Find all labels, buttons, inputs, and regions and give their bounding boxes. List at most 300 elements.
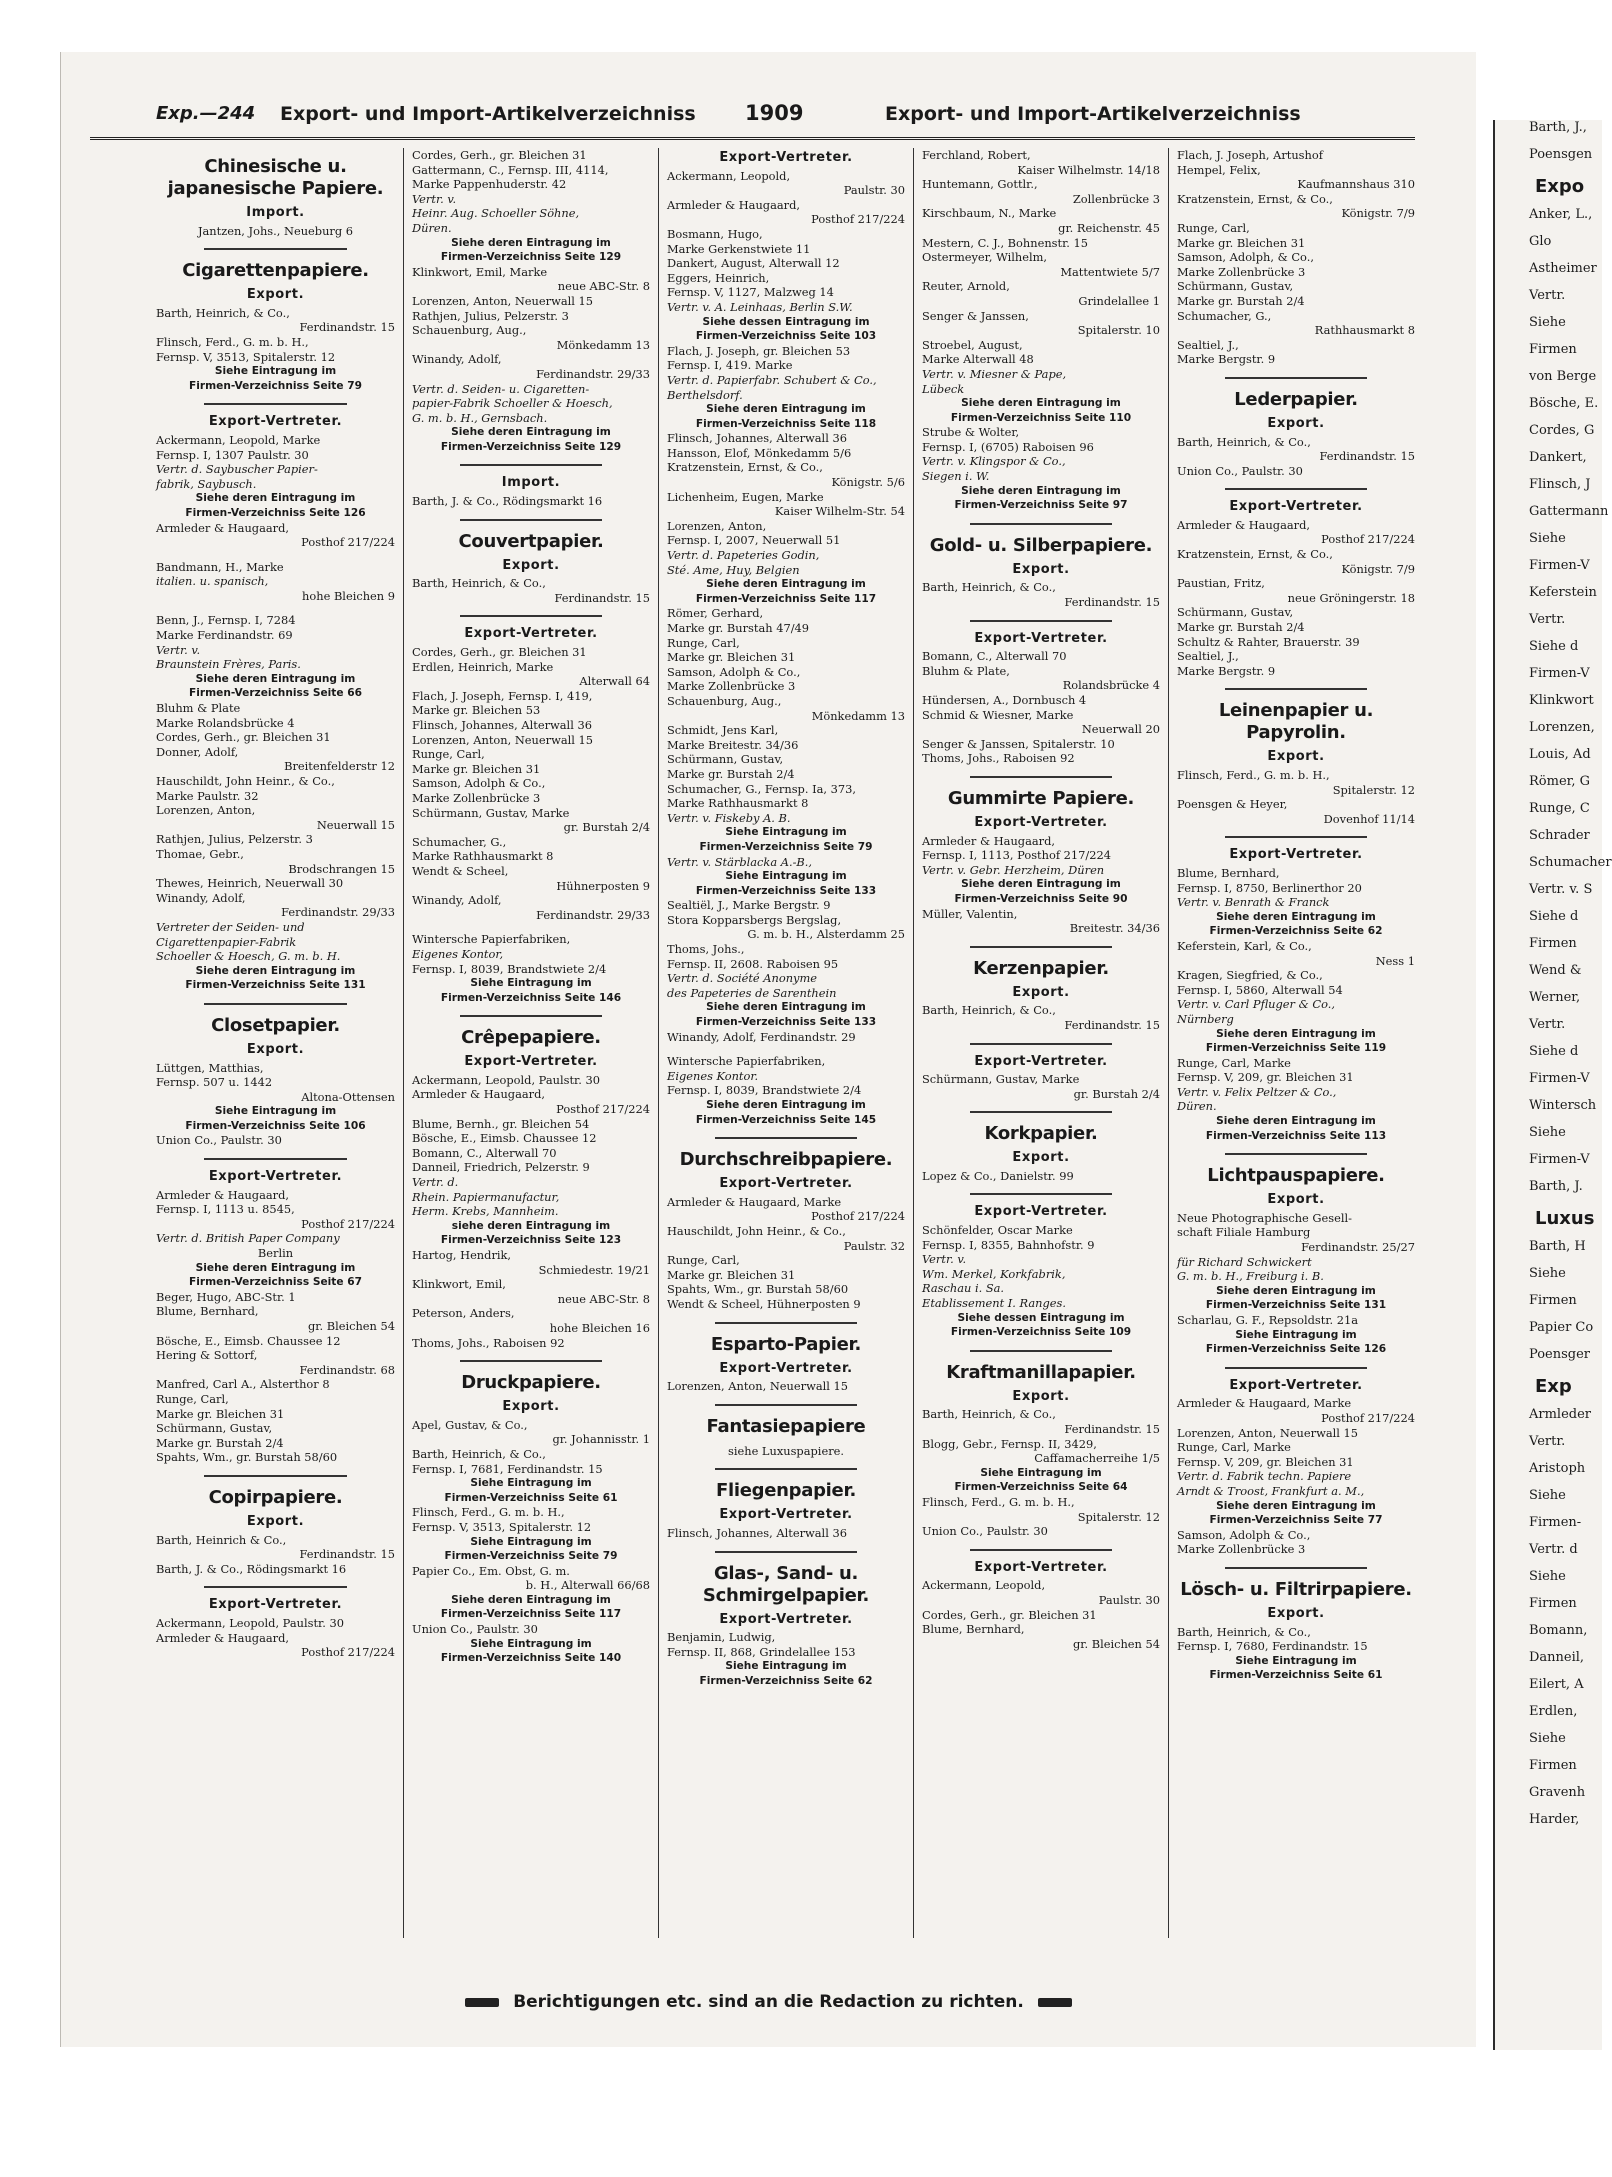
reference-note: Siehe Eintragung im xyxy=(470,1535,592,1548)
directory-line: Lorenzen, Anton, xyxy=(667,518,767,533)
directory-line: Flach, J. Joseph, gr. Bleichen 53 xyxy=(667,343,851,358)
column-2 xyxy=(403,148,658,1938)
footer-text: Berichtigungen etc. sind an die Redaction zu richten. xyxy=(513,1992,1024,2012)
section-divider xyxy=(460,615,603,617)
directory-line: Kaiser Wilhelmstr. 14/18 xyxy=(1017,162,1160,177)
directory-line: Cordes, Gerh., gr. Bleichen 31 xyxy=(412,645,587,660)
subsection-heading: Export-Vertreter. xyxy=(974,1053,1108,1069)
directory-line: Thoms, Johs., Raboisen 92 xyxy=(412,1335,565,1350)
reference-note: Siehe Eintragung im xyxy=(725,870,847,883)
directory-line: Ferdinandstr. 68 xyxy=(299,1362,395,1377)
subsection-heading: Export. xyxy=(1267,415,1325,431)
directory-line: Huntemann, Gottlr., xyxy=(922,177,1038,192)
directory-line: Fernsp. I, (6705) Raboisen 96 xyxy=(922,439,1094,454)
reference-note: Firmen-Verzeichniss Seite 119 xyxy=(1205,1042,1387,1055)
page-number: Exp.—244 xyxy=(156,103,256,124)
directory-line: Runge, Carl, Marke xyxy=(1177,1055,1291,1070)
directory-line: Wendt & Scheel, xyxy=(412,863,509,878)
directory-line: Dovenhof 11/14 xyxy=(1323,811,1415,826)
facing-line: Firmen-V xyxy=(1529,1071,1590,1086)
facing-line: Firmen-V xyxy=(1529,1152,1590,1167)
directory-line: Heinr. Aug. Schoeller Söhne, xyxy=(412,206,580,221)
facing-line: Siehe d xyxy=(1529,1044,1579,1059)
directory-line: Klinkwort, Emil, Marke xyxy=(412,264,548,279)
directory-line: Hering & Sottorf, xyxy=(156,1348,258,1363)
facing-line: Gravenh xyxy=(1529,1785,1586,1800)
reference-note: Firmen-Verzeichniss Seite 131 xyxy=(1205,1299,1387,1312)
directory-line: Rathjen, Julius, Pelzerstr. 3 xyxy=(156,832,313,847)
directory-line: Fernsp. I, 5860, Alterwall 54 xyxy=(1177,982,1343,997)
reference-note: Firmen-Verzeichniss Seite 61 xyxy=(444,1491,618,1504)
directory-line: Barth, Heinrich, & Co., xyxy=(922,1407,1056,1422)
directory-line: Posthof 217/224 xyxy=(301,535,395,550)
directory-line: Vertr. d. xyxy=(412,1175,459,1190)
directory-line: Fernsp. I, 7681, Ferdinandstr. 15 xyxy=(412,1461,603,1476)
reference-note: Siehe deren Eintragung im xyxy=(961,878,1121,891)
directory-line: Vertreter der Seiden- und xyxy=(156,919,305,934)
section-divider xyxy=(204,1586,347,1588)
directory-line: Klinkwort, Emil, xyxy=(412,1277,506,1292)
directory-line: Papier Co., Em. Obst, G. m. xyxy=(412,1563,570,1578)
reference-note: Siehe deren Eintragung im xyxy=(961,484,1121,497)
section-divider xyxy=(1225,377,1368,379)
category-heading: Closetpapier. xyxy=(211,1014,340,1036)
subsection-heading: Export-Vertreter. xyxy=(719,1360,853,1376)
directory-line: Samson, Adolph, & Co., xyxy=(1177,250,1314,265)
facing-line: Siehe xyxy=(1529,1125,1566,1140)
directory-line: Barth, Heinrich, & Co., xyxy=(156,305,290,320)
subsection-heading: Export. xyxy=(246,1041,305,1057)
subsection-heading: Export-Vertreter. xyxy=(464,1054,598,1070)
directory-line: neue ABC-Str. 8 xyxy=(557,1291,650,1306)
section-divider xyxy=(460,1015,603,1017)
directory-line: Ackermann, Leopold, xyxy=(667,168,791,183)
subsection-heading: Export. xyxy=(1012,1388,1070,1404)
facing-line: Runge, C xyxy=(1529,801,1590,816)
subsection-heading: Export-Vertreter. xyxy=(974,814,1108,830)
directory-line: Marke gr. Bleichen 53 xyxy=(412,703,541,718)
directory-line: Keferstein, Karl, & Co., xyxy=(1177,938,1312,953)
reference-note: Siehe deren Eintragung im xyxy=(195,492,356,505)
column-5 xyxy=(1168,148,1423,1938)
directory-line: Fernsp. V, 209, gr. Bleichen 31 xyxy=(1177,1454,1354,1469)
directory-line: Armleder & Haugaard, xyxy=(156,1630,290,1645)
subsection-heading: Import. xyxy=(501,475,561,491)
section-divider xyxy=(970,1350,1113,1352)
directory-line: Ferdinandstr. 15 xyxy=(1064,595,1160,610)
section-divider xyxy=(970,1549,1113,1551)
reference-note: Siehe deren Eintragung im xyxy=(961,397,1121,410)
directory-line: Danneil, Friedrich, Pelzerstr. 9 xyxy=(412,1160,590,1175)
reference-note: Firmen-Verzeichniss Seite 64 xyxy=(954,1481,1128,1494)
section-divider xyxy=(1225,836,1368,838)
facing-line: Armleder xyxy=(1529,1407,1592,1422)
directory-line: Schauenburg, Aug., xyxy=(412,323,527,338)
directory-line: Schürmann, Gustav, xyxy=(667,752,784,767)
directory-line: Breitestr. 34/36 xyxy=(1069,921,1160,936)
directory-line: Stora Kopparsbergs Bergslag, xyxy=(667,912,842,927)
directory-line: Barth, Heinrich, & Co., xyxy=(1177,1624,1311,1639)
reference-note: Firmen-Verzeichniss Seite 129 xyxy=(440,251,622,264)
directory-line: Armleder & Haugaard, Marke xyxy=(667,1194,842,1209)
subsection-heading: Export. xyxy=(502,557,560,573)
directory-line: Union Co., Paulstr. 30 xyxy=(412,1622,538,1637)
reference-note: Siehe dessen Eintragung im xyxy=(957,1311,1125,1324)
subsection-heading: Export-Vertreter. xyxy=(1229,847,1363,863)
directory-line: G. m. b. H., Freiburg i. B. xyxy=(1177,1269,1324,1284)
directory-line: Schürmann, Gustav, xyxy=(1177,279,1294,294)
directory-line: Union Co., Paulstr. 30 xyxy=(922,1524,1048,1539)
directory-line: Bomann, C., Alterwall 70 xyxy=(412,1145,557,1160)
directory-line: Fernsp. I, 8355, Bahnhofstr. 9 xyxy=(922,1237,1095,1252)
directory-line: Bösche, E., Eimsb. Chaussee 12 xyxy=(156,1333,341,1348)
reference-note: Firmen-Verzeichniss Seite 133 xyxy=(695,1016,877,1029)
reference-note: Firmen-Verzeichniss Seite 140 xyxy=(440,1652,622,1665)
directory-line: Vertr. d. Seiden- u. Cigaretten- xyxy=(412,381,590,396)
spacer xyxy=(156,550,395,560)
category-heading: Korkpapier. xyxy=(984,1123,1098,1145)
directory-line: Lorenzen, Anton, Neuerwall 15 xyxy=(412,732,594,747)
directory-line: Flinsch, Ferd., G. m. b. H., xyxy=(156,334,309,349)
directory-line: Armleder & Haugaard, xyxy=(156,1187,290,1202)
facing-line: Papier Co xyxy=(1529,1320,1594,1335)
directory-line: Scharlau, G. F., Repsoldstr. 21a xyxy=(1177,1313,1359,1327)
pointing-hand-icon xyxy=(465,1998,499,2007)
directory-line: Reuter, Arnold, xyxy=(922,279,1010,294)
facing-line: Siehe xyxy=(1529,1731,1566,1746)
subsection-heading: Export-Vertreter. xyxy=(719,1611,853,1627)
category-heading: Leinenpapier u. Papyrolin. xyxy=(1218,700,1374,744)
directory-line: Altona-Ottensen xyxy=(301,1089,395,1104)
subsection-heading: Export-Vertreter. xyxy=(719,1176,853,1192)
directory-line: Flinsch, Ferd., G. m. b. H., xyxy=(412,1505,565,1520)
directory-line: Marke Gerkenstwiete 11 xyxy=(667,241,811,256)
directory-line: Vertr. v. Gebr. Herzheim, Düren xyxy=(922,862,1105,877)
directory-line: gr. Burstah 2/4 xyxy=(563,820,650,835)
directory-line: Spitalerstr. 12 xyxy=(1332,782,1415,797)
facing-line: Siehe d xyxy=(1529,909,1579,924)
directory-line: Vertr. v. xyxy=(922,1252,967,1267)
reference-note: Siehe Eintragung im xyxy=(470,977,592,990)
directory-line: Runge, Carl, xyxy=(412,747,485,762)
spacer xyxy=(667,1044,905,1054)
directory-line: Sealtiel, J., xyxy=(1177,649,1239,664)
category-heading: Couvertpapier. xyxy=(458,530,604,552)
reference-note: Siehe Eintragung im xyxy=(725,1660,847,1673)
facing-line: Aristoph xyxy=(1529,1461,1586,1476)
directory-line: Marke Bergstr. 9 xyxy=(1177,663,1276,678)
directory-line: Rathhausmarkt 8 xyxy=(1314,323,1415,338)
reference-note: Siehe dessen Eintragung im xyxy=(702,315,870,328)
section-divider xyxy=(204,248,347,250)
reference-note: Siehe deren Eintragung im xyxy=(706,1001,866,1014)
directory-line: Gattermann, C., Fernsp. III, 4114, xyxy=(412,162,609,177)
directory-line: Cordes, Gerh., gr. Bleichen 31 xyxy=(156,730,331,745)
facing-line: Firmen xyxy=(1529,1758,1577,1773)
directory-line: Hempel, Felix, xyxy=(1177,162,1261,177)
directory-line: Fernsp. V, 3513, Spitalerstr. 12 xyxy=(156,349,336,364)
facing-line: Firmen-V xyxy=(1529,666,1590,681)
reference-note: Siehe deren Eintragung im xyxy=(451,236,611,249)
section-divider xyxy=(460,1360,603,1362)
directory-line: Samson, Adolph & Co., xyxy=(1177,1527,1311,1542)
section-divider xyxy=(460,464,603,466)
directory-line: Winandy, Adolf, xyxy=(156,890,246,905)
directory-line: Fernsp. V, 1127, Malzweg 14 xyxy=(667,285,834,300)
directory-line: Fernsp. I, 8039, Brandstwiete 2/4 xyxy=(667,1083,862,1098)
directory-line: Breitenfelderstr 12 xyxy=(284,759,395,774)
directory-line: Paulstr. 30 xyxy=(1098,1592,1160,1607)
directory-line: Sealtiel, J., xyxy=(1177,337,1239,352)
directory-line: Königstr. 7/9 xyxy=(1341,206,1415,221)
directory-line: Barth, J. & Co., Rödingsmarkt 16 xyxy=(156,1561,347,1576)
category-heading: Lederpapier. xyxy=(1234,388,1358,410)
category-heading: Crêpepapiere. xyxy=(461,1027,601,1049)
directory-line: Ferdinandstr. 15 xyxy=(299,1547,395,1562)
reference-note: Firmen-Verzeichniss Seite 131 xyxy=(185,979,366,992)
reference-note: Firmen-Verzeichniss Seite 123 xyxy=(440,1234,622,1247)
directory-line: Erdlen, Heinrich, Marke xyxy=(412,659,554,674)
directory-line: Ness 1 xyxy=(1375,953,1415,968)
directory-line: Bandmann, H., Marke xyxy=(156,559,284,574)
facing-line: Flinsch, J xyxy=(1529,477,1591,492)
directory-line: Posthof 217/224 xyxy=(1321,532,1415,547)
subsection-heading: Export. xyxy=(1012,1150,1070,1166)
subsection-heading: Export-Vertreter. xyxy=(1229,499,1363,515)
directory-line: Marke Pappenhuderstr. 42 xyxy=(412,177,567,192)
directory-line: Mönkedamm 13 xyxy=(556,337,650,352)
directory-line: Fernsp. II, 2608. Raboisen 95 xyxy=(667,956,839,971)
directory-line: Posthof 217/224 xyxy=(556,1102,650,1117)
directory-line: Lüttgen, Matthias, xyxy=(156,1060,264,1075)
directory-line: Königstr. 5/6 xyxy=(831,475,905,490)
directory-line: Vertr. v. Miesner & Pape, xyxy=(922,366,1067,381)
directory-line: Armleder & Haugaard, xyxy=(1177,517,1311,532)
directory-line: Marke Rathhausmarkt 8 xyxy=(667,796,809,811)
directory-line: Eigenes Kontor. xyxy=(667,1068,759,1083)
facing-line: Dankert, xyxy=(1529,450,1587,465)
subsection-heading: Export-Vertreter. xyxy=(974,630,1108,646)
reference-note: Siehe deren Eintragung im xyxy=(1216,1499,1376,1512)
directory-line: Mattentwiete 5/7 xyxy=(1060,264,1160,279)
subsection-heading: Import. xyxy=(246,205,305,220)
directory-line: Schoeller & Hoesch, G. m. b. H. xyxy=(156,949,341,964)
directory-line: Hühnerposten 9 xyxy=(556,878,650,893)
directory-line: neue ABC-Str. 8 xyxy=(557,279,650,294)
directory-line: Winandy, Adolf, xyxy=(412,893,502,908)
reference-note: Siehe deren Eintragung im xyxy=(451,1593,611,1606)
directory-line: b. H., Alterwall 66/68 xyxy=(525,1578,650,1593)
directory-line: Ackermann, Leopold, Paulstr. 30 xyxy=(412,1072,600,1087)
scan-margin xyxy=(0,0,60,2177)
directory-line: Kratzenstein, Ernst, & Co., xyxy=(667,460,823,475)
directory-line: Ferdinandstr. 15 xyxy=(554,590,650,605)
directory-line: Vertr. d. Fabrik techn. Papiere xyxy=(1177,1469,1352,1484)
reference-note: Firmen-Verzeichniss Seite 118 xyxy=(695,417,877,430)
facing-line: Siehe xyxy=(1529,1569,1566,1584)
section-divider xyxy=(204,403,347,405)
directory-line: schaft Filiale Hamburg xyxy=(1177,1225,1311,1240)
directory-line: Mestern, C. J., Bohnenstr. 15 xyxy=(922,235,1089,250)
reference-note: Siehe deren Eintragung im xyxy=(1216,1115,1376,1128)
directory-line: Union Co., Paulstr. 30 xyxy=(156,1133,282,1148)
directory-line: Berlin xyxy=(257,1246,294,1261)
directory-line: Armleder & Haugaard, Marke xyxy=(1177,1396,1352,1411)
directory-line: Thomae, Gebr., xyxy=(156,846,244,861)
reference-note: Siehe deren Eintragung im xyxy=(451,426,611,439)
directory-line: Grindelallee 1 xyxy=(1078,293,1160,308)
subsection-heading: Export-Vertreter. xyxy=(464,626,598,642)
reference-note: Firmen-Verzeichniss Seite 117 xyxy=(440,1608,622,1621)
directory-line: Rhein. Papiermanufactur, xyxy=(412,1189,560,1204)
reference-note: Siehe Eintragung im xyxy=(470,1637,592,1650)
column-3 xyxy=(658,148,913,1938)
directory-line: Blume, Bernhard, xyxy=(922,1622,1025,1637)
directory-line: Sté. Ame, Huy, Belgien xyxy=(667,562,800,577)
directory-line: Marke Zollenbrücke 3 xyxy=(412,790,541,805)
subsection-heading: Export. xyxy=(1267,1605,1325,1621)
directory-line: Barth, J. & Co., Rödingsmarkt 16 xyxy=(412,494,603,509)
spacer xyxy=(412,922,650,932)
directory-line: neue Gröningerstr. 18 xyxy=(1287,590,1415,605)
facing-line: Schumacher xyxy=(1529,855,1612,870)
directory-line: Samson, Adolph & Co., xyxy=(412,776,546,791)
category-heading: Esparto-Papier. xyxy=(710,1333,862,1355)
directory-line: Marke gr. Burstah 2/4 xyxy=(156,1435,284,1450)
directory-line: gr. Burstah 2/4 xyxy=(1073,1086,1160,1101)
facing-line: Firmen- xyxy=(1529,1515,1582,1530)
directory-line: Kragen, Siegfried, & Co., xyxy=(1177,968,1323,983)
directory-line: Kirschbaum, N., Marke xyxy=(922,206,1057,221)
directory-line: Marke gr. Bleichen 31 xyxy=(412,761,541,776)
column-1 xyxy=(148,148,403,1938)
directory-line: Spahts, Wm., gr. Burstah 58/60 xyxy=(156,1450,338,1465)
directory-line: Ferdinandstr. 29/33 xyxy=(281,905,395,920)
directory-line: Flinsch, Ferd., G. m. b. H., xyxy=(1177,768,1330,782)
directory-line: Vertr. v. xyxy=(412,191,457,206)
running-title-right: Export- und Import-Artikelverzeichniss xyxy=(885,103,1301,125)
facing-line: Vertr. xyxy=(1529,612,1566,627)
directory-line: Vertr. d. Papierfabr. Schubert & Co., xyxy=(667,372,877,387)
directory-line: Flinsch, Johannes, Alterwall 36 xyxy=(412,718,592,732)
directory-line: Marke gr. Bleichen 31 xyxy=(156,1406,285,1421)
reference-note: Firmen-Verzeichniss Seite 106 xyxy=(185,1119,366,1132)
directory-line: Rolandsbrücke 4 xyxy=(1062,678,1160,693)
directory-line: Ferdinandstr. 15 xyxy=(1319,449,1415,464)
directory-line: Runge, Carl, xyxy=(1177,220,1250,235)
facing-line: Siehe xyxy=(1529,1266,1566,1281)
directory-line: Ostermeyer, Wilhelm, xyxy=(922,250,1048,265)
facing-line: Firmen xyxy=(1529,1596,1577,1611)
section-divider xyxy=(715,1551,858,1553)
subsection-heading: Export-Vertreter. xyxy=(974,1559,1108,1575)
category-heading: Druckpapiere. xyxy=(461,1372,601,1394)
facing-line: Barth, H xyxy=(1529,1239,1586,1254)
directory-line: Schumacher, G., xyxy=(1177,308,1272,323)
facing-line: Lorenzen, xyxy=(1529,720,1595,735)
directory-line: Lorenzen, Anton, Neuerwall 15 xyxy=(412,293,594,308)
directory-line: Winandy, Adolf, xyxy=(412,352,502,367)
running-title-left: Export- und Import-Artikelverzeichniss xyxy=(280,103,696,125)
reference-note: Firmen-Verzeichniss Seite 110 xyxy=(950,411,1132,424)
directory-line: Wintersche Papierfabriken, xyxy=(412,932,571,947)
directory-line: hohe Bleichen 16 xyxy=(549,1320,650,1335)
directory-line: Benn, J., Fernsp. I, 7284 xyxy=(156,613,296,628)
directory-line: Vertr. d. Société Anonyme xyxy=(667,971,818,986)
subsection-heading: Export. xyxy=(246,287,305,303)
directory-line: Schumacher, G., xyxy=(412,834,507,849)
section-divider xyxy=(204,1003,347,1005)
directory-line: Vertr. d. British Paper Company xyxy=(156,1231,340,1246)
directory-line: Neuerwall 15 xyxy=(316,817,395,832)
directory-line: Stroebel, August, xyxy=(922,337,1023,352)
pointing-hand-icon xyxy=(1038,1998,1072,2007)
directory-line: Mönkedamm 13 xyxy=(811,708,905,723)
directory-line: Ferdinandstr. 15 xyxy=(299,320,395,335)
facing-line: Siehe d xyxy=(1529,639,1579,654)
directory-line: Ackermann, Leopold, Paulstr. 30 xyxy=(156,1615,344,1630)
directory-line: Schürmann, Gustav, xyxy=(1177,605,1294,620)
directory-line: Fernsp. I, 7680, Ferdinandstr. 15 xyxy=(1177,1639,1368,1654)
directory-line: Poensgen & Heyer, xyxy=(1177,797,1288,812)
subsection-heading: Export. xyxy=(1267,1192,1325,1208)
subsection-heading: Export. xyxy=(1267,749,1325,765)
directory-line: Cordes, Gerh., gr. Bleichen 31 xyxy=(922,1607,1097,1622)
reference-note: Firmen-Verzeichniss Seite 66 xyxy=(189,687,362,700)
section-divider xyxy=(970,946,1113,948)
directory-line: Neuerwall 20 xyxy=(1081,722,1160,737)
directory-line: Kratzenstein, Ernst, & Co., xyxy=(1177,547,1333,562)
facing-line: Römer, G xyxy=(1529,774,1591,789)
directory-line: Marke gr. Burstah 47/49 xyxy=(667,621,810,635)
section-divider xyxy=(1225,688,1368,690)
reference-note: Firmen-Verzeichniss Seite 133 xyxy=(695,884,877,897)
reference-note: Siehe deren Eintragung im xyxy=(706,1099,866,1111)
directory-line: Wintersche Papierfabriken, xyxy=(667,1054,826,1069)
facing-line: Harder, xyxy=(1529,1812,1580,1827)
directory-line: Fernsp. II, 868, Grindelallee 153 xyxy=(667,1644,856,1659)
directory-line: Hansson, Elof, Mönkedamm 5/6 xyxy=(667,445,852,460)
directory-line: siehe Luxuspapiere. xyxy=(728,1443,844,1458)
reference-note: Siehe deren Eintragung im xyxy=(706,578,866,591)
facing-line: Siehe xyxy=(1529,1488,1566,1503)
directory-line: Manfred, Carl A., Alsterthor 8 xyxy=(156,1377,330,1392)
reference-note: Firmen-Verzeichniss Seite 90 xyxy=(954,892,1128,905)
reference-note: siehe deren Eintragung im xyxy=(451,1219,611,1232)
directory-line: Marke Zollenbrücke 3 xyxy=(1177,1542,1306,1557)
subsection-heading: Export. xyxy=(1012,561,1070,577)
directory-line: Fernsp. 507 u. 1442 xyxy=(156,1075,273,1090)
reference-note: Firmen-Verzeichniss Seite 126 xyxy=(185,506,366,519)
directory-line: Bösche, E., Eimsb. Chaussee 12 xyxy=(412,1131,597,1146)
directory-line: Lichenheim, Eugen, Marke xyxy=(667,489,824,504)
category-heading: Kerzenpapier. xyxy=(973,957,1109,979)
directory-line: Senger & Janssen, Spitalerstr. 10 xyxy=(922,736,1115,751)
facing-line: Gattermann xyxy=(1529,504,1609,519)
footer-notice xyxy=(61,1992,1476,2012)
directory-line: Fernsp. I, 8750, Berlinerthor 20 xyxy=(1177,880,1362,895)
category-heading: Fliegenpapier. xyxy=(716,1480,856,1502)
directory-line: Bluhm & Plate xyxy=(156,701,241,716)
directory-line: Vertr. v. xyxy=(156,642,201,657)
directory-line: des Papeteries de Sarenthein xyxy=(667,985,837,1000)
directory-line: Blume, Bernhard, xyxy=(156,1304,259,1319)
facing-line: Barth, J. xyxy=(1529,1179,1583,1194)
facing-line: Firmen xyxy=(1529,342,1577,357)
directory-line: Blogg, Gebr., Fernsp. II, 3429, xyxy=(922,1436,1097,1451)
facing-line: Eilert, A xyxy=(1529,1677,1584,1692)
subsection-heading: Export-Vertreter. xyxy=(208,1597,343,1613)
